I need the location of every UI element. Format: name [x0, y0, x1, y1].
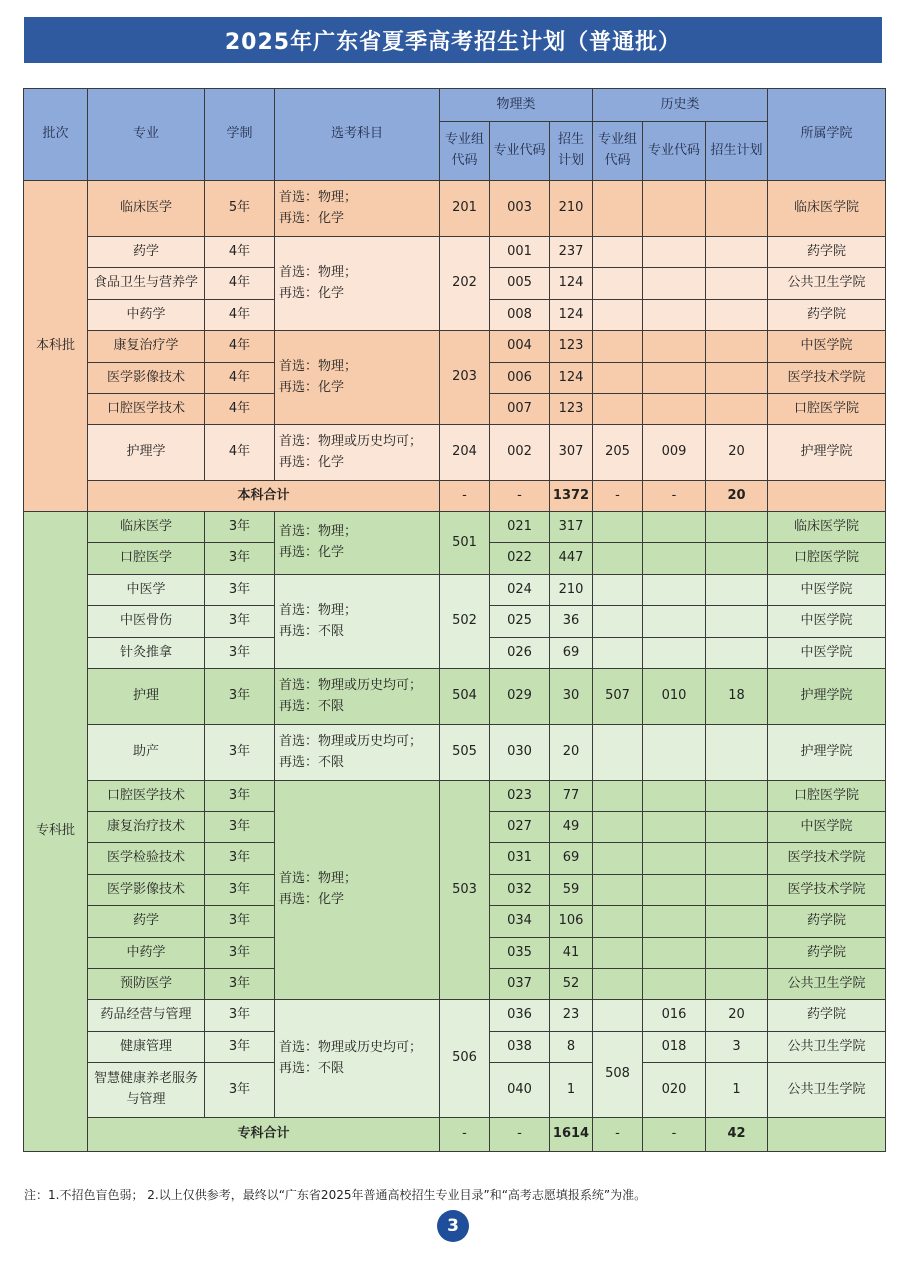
history-major-code — [643, 938, 706, 969]
physics-major-code: 038 — [490, 1032, 550, 1063]
history-major-code — [643, 543, 706, 575]
history-major-code — [643, 575, 706, 606]
history-group-code — [593, 512, 643, 543]
college-cell: 护理学院 — [768, 425, 886, 481]
major-cell: 药学 — [88, 237, 205, 268]
physics-major-code: 007 — [490, 394, 550, 425]
subjects-cell: 首选：物理； 再选：化学 — [275, 781, 440, 1000]
subjects-cell: 首选：物理或历史均可； 再选：不限 — [275, 669, 440, 725]
history-plan — [706, 812, 768, 843]
college-cell: 护理学院 — [768, 669, 886, 725]
header-physics: 物理类 — [440, 89, 593, 122]
physics-plan: 447 — [550, 543, 593, 575]
history-plan: 18 — [706, 669, 768, 725]
header-college: 所属学院 — [768, 89, 886, 181]
physics-plan: 317 — [550, 512, 593, 543]
table-header — [24, 89, 886, 181]
history-major-code — [643, 331, 706, 363]
subjects-cell: 首选：物理； 再选：化学 — [275, 237, 440, 331]
physics-plan: 8 — [550, 1032, 593, 1063]
physics-major-code: 032 — [490, 875, 550, 906]
college-cell: 中医学院 — [768, 638, 886, 669]
history-group-code: 508 — [593, 1032, 643, 1118]
physics-group-code: 502 — [440, 575, 490, 669]
subjects-cell: 首选：物理或历史均可； 再选：化学 — [275, 425, 440, 481]
major-cell: 智慧健康养老服务与管理 — [88, 1063, 205, 1118]
physics-major-code: 034 — [490, 906, 550, 938]
physics-major-code: 025 — [490, 606, 550, 638]
duration-cell: 3年 — [205, 606, 275, 638]
history-group-code — [593, 237, 643, 268]
footnote: 注：1.不招色盲色弱； 2.以上仅供参考，最终以“广东省2025年普通高校招生专业目录”和“高考志愿填报系统”为准。 — [24, 1188, 647, 1202]
physics-plan: 123 — [550, 394, 593, 425]
history-plan: 42 — [706, 1118, 768, 1152]
duration-cell: 3年 — [205, 669, 275, 725]
duration-cell: 4年 — [205, 237, 275, 268]
college-cell: 公共卫生学院 — [768, 1063, 886, 1118]
duration-cell: 3年 — [205, 1063, 275, 1118]
table-body — [24, 181, 886, 1152]
duration-cell: 3年 — [205, 843, 275, 875]
subjects-cell: 首选：物理； 再选：化学 — [275, 512, 440, 575]
history-plan — [706, 512, 768, 543]
history-group-code — [593, 906, 643, 938]
physics-group-code: 202 — [440, 237, 490, 331]
college-cell: 中医学院 — [768, 812, 886, 843]
subjects-cell: 首选：物理； 再选：化学 — [275, 331, 440, 425]
physics-major-code: 005 — [490, 268, 550, 300]
history-major-code — [643, 638, 706, 669]
history-group-code — [593, 875, 643, 906]
total-row — [24, 481, 886, 512]
history-plan: 20 — [706, 1000, 768, 1032]
history-plan — [706, 906, 768, 938]
major-cell: 护理学 — [88, 425, 205, 481]
history-plan — [706, 781, 768, 812]
history-group-code — [593, 812, 643, 843]
history-plan — [706, 268, 768, 300]
physics-major-code: - — [490, 481, 550, 512]
major-cell: 中药学 — [88, 938, 205, 969]
duration-cell: 4年 — [205, 425, 275, 481]
history-plan — [706, 843, 768, 875]
physics-major-code: 040 — [490, 1063, 550, 1118]
major-cell: 护理 — [88, 669, 205, 725]
physics-plan: 36 — [550, 606, 593, 638]
history-major-code — [643, 843, 706, 875]
history-plan — [706, 575, 768, 606]
physics-major-code: 022 — [490, 543, 550, 575]
history-plan — [706, 181, 768, 237]
history-major-code: 016 — [643, 1000, 706, 1032]
physics-plan: 124 — [550, 300, 593, 331]
college-cell: 药学院 — [768, 906, 886, 938]
college-cell: 口腔医学院 — [768, 394, 886, 425]
history-major-code — [643, 906, 706, 938]
physics-plan: 210 — [550, 181, 593, 237]
subjects-cell: 首选：物理或历史均可； 再选：不限 — [275, 725, 440, 781]
physics-major-code: 003 — [490, 181, 550, 237]
physics-major-code: 037 — [490, 969, 550, 1000]
college-cell: 中医学院 — [768, 575, 886, 606]
college-cell: 口腔医学院 — [768, 543, 886, 575]
enrollment-plan-table — [23, 88, 886, 1152]
history-major-code: 009 — [643, 425, 706, 481]
history-major-code — [643, 781, 706, 812]
physics-plan: 1614 — [550, 1118, 593, 1152]
duration-cell: 3年 — [205, 725, 275, 781]
total-label: 专科合计 — [88, 1118, 440, 1152]
history-plan — [706, 638, 768, 669]
table-row — [24, 237, 886, 268]
history-major-code — [643, 237, 706, 268]
physics-major-code: 024 — [490, 575, 550, 606]
duration-cell: 4年 — [205, 300, 275, 331]
physics-plan: 20 — [550, 725, 593, 781]
college-cell: 护理学院 — [768, 725, 886, 781]
history-major-code — [643, 725, 706, 781]
physics-major-code: 021 — [490, 512, 550, 543]
header-physics-group-code: 专业组代码 — [440, 122, 490, 181]
duration-cell: 3年 — [205, 969, 275, 1000]
physics-group-code: 504 — [440, 669, 490, 725]
duration-cell: 5年 — [205, 181, 275, 237]
major-cell: 康复治疗技术 — [88, 812, 205, 843]
physics-plan: 123 — [550, 331, 593, 363]
physics-major-code: 026 — [490, 638, 550, 669]
physics-major-code: - — [490, 1118, 550, 1152]
header-history-major-code: 专业代码 — [643, 122, 706, 181]
college-cell: 医学技术学院 — [768, 875, 886, 906]
history-plan: 3 — [706, 1032, 768, 1063]
physics-major-code: 008 — [490, 300, 550, 331]
major-cell: 健康管理 — [88, 1032, 205, 1063]
college-cell: 药学院 — [768, 237, 886, 268]
history-plan: 1 — [706, 1063, 768, 1118]
history-major-code — [643, 394, 706, 425]
history-group-code: 507 — [593, 669, 643, 725]
history-plan — [706, 938, 768, 969]
physics-group-code: - — [440, 481, 490, 512]
physics-major-code: 001 — [490, 237, 550, 268]
duration-cell: 4年 — [205, 394, 275, 425]
batch-cell: 本科批 — [24, 181, 88, 512]
college-cell: 口腔医学院 — [768, 781, 886, 812]
table-row — [24, 512, 886, 543]
table-row — [24, 181, 886, 237]
table-row — [24, 725, 886, 781]
college-cell: 中医学院 — [768, 331, 886, 363]
history-plan — [706, 331, 768, 363]
table-row — [24, 331, 886, 363]
college-cell: 药学院 — [768, 938, 886, 969]
header-subjects: 选考科目 — [275, 89, 440, 181]
college-cell: 公共卫生学院 — [768, 268, 886, 300]
physics-plan: 1372 — [550, 481, 593, 512]
physics-group-code: 505 — [440, 725, 490, 781]
physics-plan: 77 — [550, 781, 593, 812]
page-title: 2025年广东省夏季高考招生计划（普通批） — [24, 17, 882, 63]
major-cell: 中医学 — [88, 575, 205, 606]
major-cell: 中药学 — [88, 300, 205, 331]
college-cell: 公共卫生学院 — [768, 1032, 886, 1063]
physics-group-code: 501 — [440, 512, 490, 575]
history-group-code: - — [593, 481, 643, 512]
physics-plan: 69 — [550, 638, 593, 669]
history-major-code: - — [643, 481, 706, 512]
physics-major-code: 002 — [490, 425, 550, 481]
history-plan — [706, 969, 768, 1000]
history-group-code — [593, 300, 643, 331]
major-cell: 医学检验技术 — [88, 843, 205, 875]
table-row — [24, 425, 886, 481]
physics-major-code: 006 — [490, 363, 550, 394]
history-group-code — [593, 725, 643, 781]
history-plan — [706, 606, 768, 638]
college-cell: 临床医学院 — [768, 512, 886, 543]
duration-cell: 3年 — [205, 638, 275, 669]
history-group-code — [593, 394, 643, 425]
college-cell: 临床医学院 — [768, 181, 886, 237]
history-major-code — [643, 268, 706, 300]
major-cell: 临床医学 — [88, 512, 205, 543]
major-cell: 助产 — [88, 725, 205, 781]
subjects-cell: 首选：物理； 再选：化学 — [275, 181, 440, 237]
duration-cell: 3年 — [205, 906, 275, 938]
major-cell: 临床医学 — [88, 181, 205, 237]
duration-cell: 4年 — [205, 331, 275, 363]
header-duration: 学制 — [205, 89, 275, 181]
physics-group-code: - — [440, 1118, 490, 1152]
history-group-code: - — [593, 1118, 643, 1152]
physics-group-code: 204 — [440, 425, 490, 481]
major-cell: 口腔医学 — [88, 543, 205, 575]
history-group-code — [593, 1000, 643, 1032]
history-group-code — [593, 575, 643, 606]
history-major-code: 020 — [643, 1063, 706, 1118]
physics-major-code: 027 — [490, 812, 550, 843]
physics-plan: 307 — [550, 425, 593, 481]
duration-cell: 3年 — [205, 875, 275, 906]
history-group-code — [593, 969, 643, 1000]
history-group-code — [593, 606, 643, 638]
major-cell: 康复治疗学 — [88, 331, 205, 363]
duration-cell: 3年 — [205, 512, 275, 543]
physics-group-code: 503 — [440, 781, 490, 1000]
header-major: 专业 — [88, 89, 205, 181]
duration-cell: 3年 — [205, 1032, 275, 1063]
physics-plan: 30 — [550, 669, 593, 725]
physics-plan: 59 — [550, 875, 593, 906]
physics-major-code: 036 — [490, 1000, 550, 1032]
major-cell: 医学影像技术 — [88, 875, 205, 906]
table-row — [24, 575, 886, 606]
duration-cell: 4年 — [205, 268, 275, 300]
major-cell: 口腔医学技术 — [88, 394, 205, 425]
duration-cell: 4年 — [205, 363, 275, 394]
history-major-code — [643, 300, 706, 331]
total-label: 本科合计 — [88, 481, 440, 512]
major-cell: 口腔医学技术 — [88, 781, 205, 812]
total-row — [24, 1118, 886, 1152]
physics-plan: 52 — [550, 969, 593, 1000]
physics-group-code: 201 — [440, 181, 490, 237]
header-physics-major-code: 专业代码 — [490, 122, 550, 181]
batch-cell: 专科批 — [24, 512, 88, 1152]
history-plan — [706, 237, 768, 268]
physics-plan: 237 — [550, 237, 593, 268]
history-major-code: - — [643, 1118, 706, 1152]
header-history-group-code: 专业组代码 — [593, 122, 643, 181]
history-group-code — [593, 331, 643, 363]
history-group-code — [593, 638, 643, 669]
physics-plan: 210 — [550, 575, 593, 606]
college-cell: 医学技术学院 — [768, 363, 886, 394]
history-plan — [706, 875, 768, 906]
history-plan — [706, 300, 768, 331]
physics-plan: 106 — [550, 906, 593, 938]
history-group-code — [593, 543, 643, 575]
duration-cell: 3年 — [205, 812, 275, 843]
major-cell: 中医骨伤 — [88, 606, 205, 638]
history-group-code — [593, 781, 643, 812]
history-major-code — [643, 812, 706, 843]
history-plan — [706, 543, 768, 575]
major-cell: 药学 — [88, 906, 205, 938]
duration-cell: 3年 — [205, 938, 275, 969]
college-cell: 药学院 — [768, 1000, 886, 1032]
history-group-code — [593, 181, 643, 237]
history-major-code — [643, 606, 706, 638]
physics-plan: 49 — [550, 812, 593, 843]
history-major-code — [643, 512, 706, 543]
table-row — [24, 781, 886, 812]
subjects-cell: 首选：物理； 再选：不限 — [275, 575, 440, 669]
header-history-plan: 招生计划 — [706, 122, 768, 181]
major-cell: 预防医学 — [88, 969, 205, 1000]
duration-cell: 3年 — [205, 543, 275, 575]
history-group-code — [593, 363, 643, 394]
history-group-code — [593, 843, 643, 875]
history-major-code: 010 — [643, 669, 706, 725]
college-cell: 公共卫生学院 — [768, 969, 886, 1000]
physics-major-code: 029 — [490, 669, 550, 725]
physics-plan: 23 — [550, 1000, 593, 1032]
physics-plan: 69 — [550, 843, 593, 875]
physics-group-code: 506 — [440, 1000, 490, 1118]
page-number-badge: 3 — [437, 1210, 469, 1242]
history-major-code — [643, 969, 706, 1000]
major-cell: 食品卫生与营养学 — [88, 268, 205, 300]
physics-plan: 124 — [550, 268, 593, 300]
major-cell: 药品经营与管理 — [88, 1000, 205, 1032]
header-physics-plan: 招生计划 — [550, 122, 593, 181]
physics-group-code: 203 — [440, 331, 490, 425]
history-major-code — [643, 181, 706, 237]
college-cell: 药学院 — [768, 300, 886, 331]
physics-major-code: 031 — [490, 843, 550, 875]
college-cell: 中医学院 — [768, 606, 886, 638]
duration-cell: 3年 — [205, 575, 275, 606]
college-cell — [768, 1118, 886, 1152]
physics-plan: 124 — [550, 363, 593, 394]
history-group-code: 205 — [593, 425, 643, 481]
physics-major-code: 023 — [490, 781, 550, 812]
history-group-code — [593, 268, 643, 300]
history-plan — [706, 363, 768, 394]
table-row — [24, 669, 886, 725]
history-group-code — [593, 938, 643, 969]
history-major-code — [643, 875, 706, 906]
history-plan: 20 — [706, 481, 768, 512]
history-plan — [706, 725, 768, 781]
college-cell — [768, 481, 886, 512]
history-plan — [706, 394, 768, 425]
major-cell: 医学影像技术 — [88, 363, 205, 394]
history-major-code — [643, 363, 706, 394]
duration-cell: 3年 — [205, 1000, 275, 1032]
table-row — [24, 1000, 886, 1032]
subjects-cell: 首选：物理或历史均可； 再选：不限 — [275, 1000, 440, 1118]
header-batch: 批次 — [24, 89, 88, 181]
physics-major-code: 035 — [490, 938, 550, 969]
college-cell: 医学技术学院 — [768, 843, 886, 875]
physics-plan: 41 — [550, 938, 593, 969]
physics-major-code: 030 — [490, 725, 550, 781]
major-cell: 针灸推拿 — [88, 638, 205, 669]
duration-cell: 3年 — [205, 781, 275, 812]
physics-major-code: 004 — [490, 331, 550, 363]
history-plan: 20 — [706, 425, 768, 481]
header-history: 历史类 — [593, 89, 768, 122]
physics-plan: 1 — [550, 1063, 593, 1118]
history-major-code: 018 — [643, 1032, 706, 1063]
